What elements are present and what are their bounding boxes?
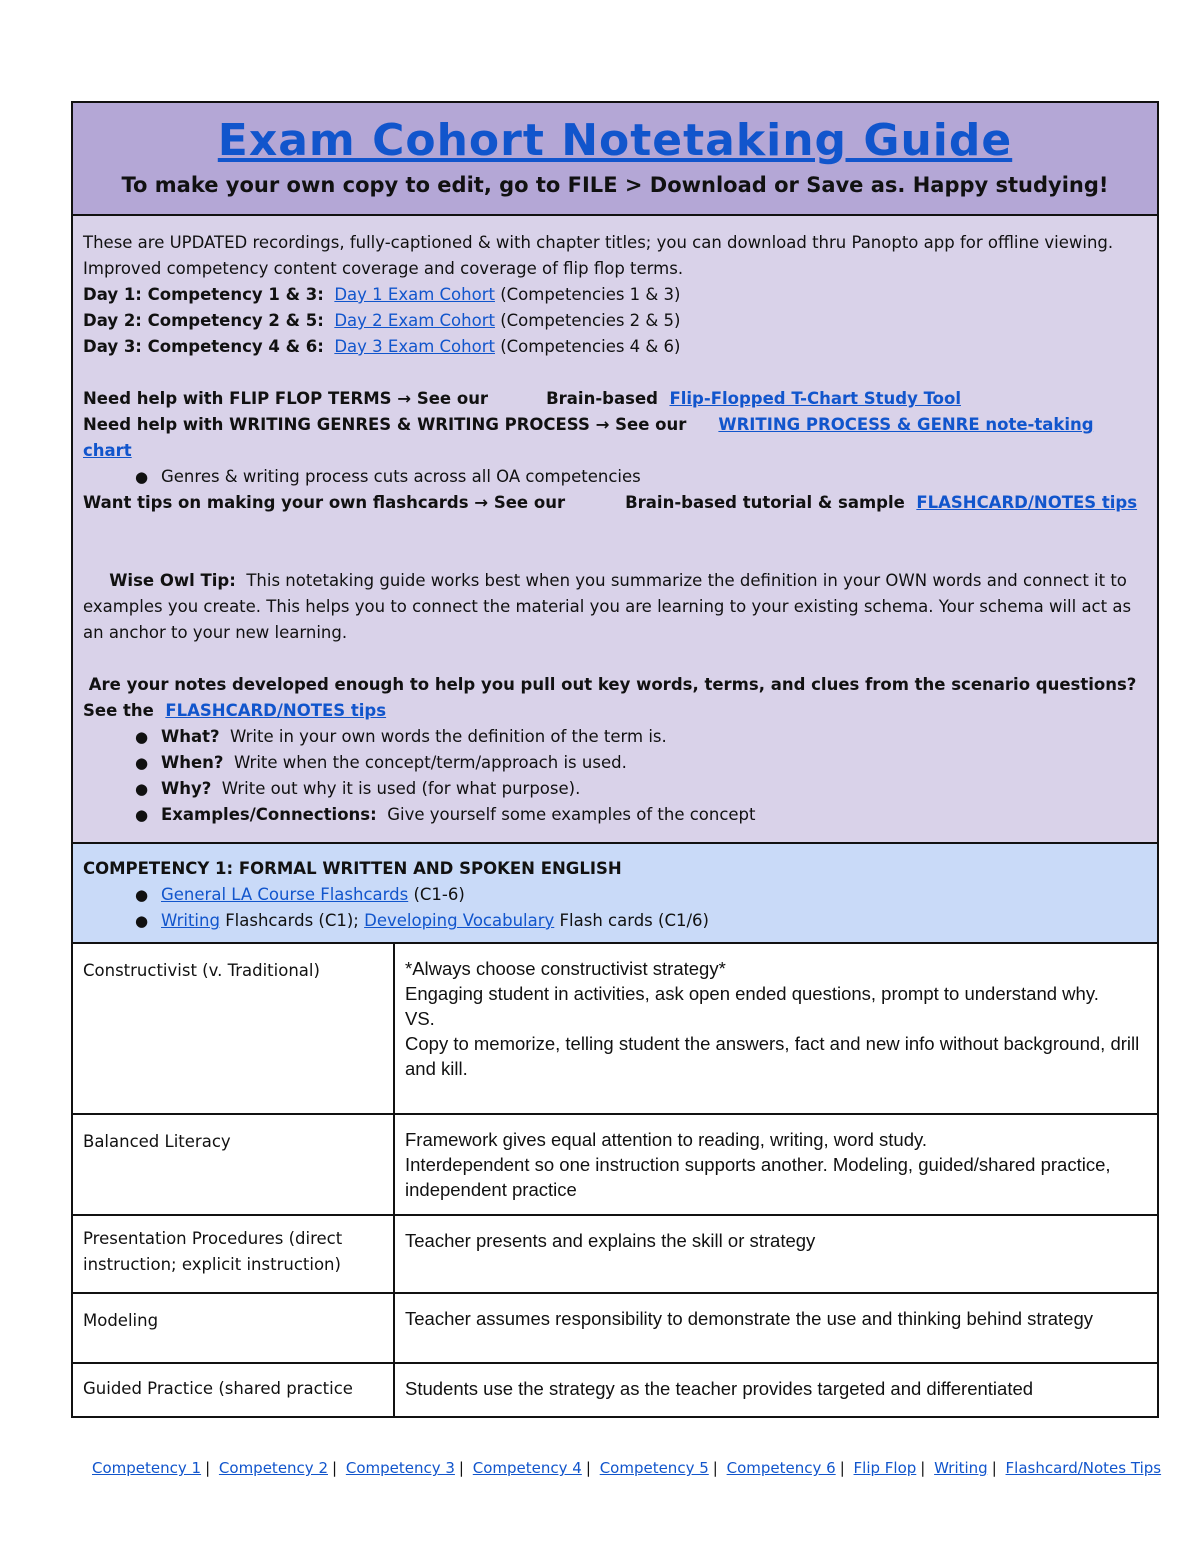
day-3-label: Day 3: Competency 4 & 6: — [83, 337, 324, 356]
intro-cell — [72, 215, 1158, 843]
footer-link-competency-5[interactable]: Competency 5 — [599, 1459, 709, 1477]
wise-owl-label: Wise Owl Tip: — [109, 571, 236, 590]
day-3-line — [83, 334, 1145, 360]
page-subtitle: To make your own copy to edit, go to FILE > Download or Save as. Happy studying! — [121, 173, 1109, 197]
flashcard-tips-link[interactable]: FLASHCARD/NOTES tips — [916, 493, 1138, 512]
general-la-flashcards-link[interactable]: General LA Course Flashcards — [161, 885, 409, 904]
footer-link-flashcard-tips[interactable]: Flashcard/Notes Tips — [1005, 1459, 1162, 1477]
definition-line: Framework gives equal attention to reading, writing, word study. — [405, 1129, 928, 1150]
definition-line: Engaging student in activities, ask open ended questions, prompt to understand why. — [405, 983, 1099, 1004]
list-item — [135, 802, 1145, 828]
wise-owl-text: This notetaking guide works best when you summarize the definition in your OWN words and connect it to examples you create. This helps you to connect the material you are learning to your existing schema. Your schema will act as an anchor to your new learning. — [83, 571, 1132, 642]
definition-line: Copy to memorize, telling student the answers, fact and new info without background, drill and kill. — [405, 1033, 1140, 1079]
footer-link-competency-4[interactable]: Competency 4 — [472, 1459, 582, 1477]
definition-line: VS. — [405, 1008, 435, 1029]
term-cell: Guided Practice (shared practice — [72, 1363, 394, 1417]
writing-bullets — [83, 464, 1145, 490]
footer-link-flip-flop[interactable]: Flip Flop — [853, 1459, 917, 1477]
day-2-label: Day 2: Competency 2 & 5: — [83, 311, 324, 330]
term-cell: Presentation Procedures (direct instruction; explicit instruction) — [72, 1215, 394, 1293]
competency-1-header-cell — [72, 843, 1158, 943]
definition-cell — [394, 1215, 1158, 1293]
term-cell: Modeling — [72, 1293, 394, 1363]
day-3-link[interactable]: Day 3 Exam Cohort — [334, 337, 495, 356]
checklist-label: When? — [161, 753, 224, 772]
flashcard-help-line — [83, 490, 1145, 516]
flashcard-help-mid: Brain-based tutorial & sample — [625, 493, 905, 512]
table-row — [72, 943, 1158, 1114]
checklist-text: Give yourself some examples of the concept — [387, 805, 756, 824]
checklist-label: What? — [161, 727, 220, 746]
list-item — [135, 908, 1147, 934]
writing-help-line — [83, 412, 1145, 464]
writing-flashcards-mid: Flashcards (C1); — [225, 911, 359, 930]
notes-checklist — [83, 724, 1145, 828]
definition-line: Teacher assumes responsibility to demonstrate the use and thinking behind strategy — [405, 1308, 1093, 1329]
flip-flop-help-text: Need help with FLIP FLOP TERMS → See our — [83, 389, 489, 408]
list-item — [135, 750, 1145, 776]
footer-link-competency-2[interactable]: Competency 2 — [218, 1459, 328, 1477]
table-row — [72, 1363, 1158, 1417]
checklist-label: Why? — [161, 779, 212, 798]
day-2-suffix: (Competencies 2 & 5) — [500, 311, 681, 330]
definition-cell — [394, 943, 1158, 1114]
table-row — [72, 1215, 1158, 1293]
day-2-link[interactable]: Day 2 Exam Cohort — [334, 311, 495, 330]
footer-nav: Competency 1 | Competency 2 | Competency 3 | Competency 4 | Competency 5 | Competency 6 | Flip Flop | Writing | Flashcard/Notes Tips — [92, 1459, 1162, 1477]
footer-link-competency-3[interactable]: Competency 3 — [345, 1459, 455, 1477]
day-1-suffix: (Competencies 1 & 3) — [500, 285, 681, 304]
day-1-link[interactable]: Day 1 Exam Cohort — [334, 285, 495, 304]
page-title-link[interactable]: Exam Cohort Notetaking Guide — [217, 115, 1013, 166]
definition-line: *Always choose constructivist strategy* — [405, 958, 726, 979]
definition-line: Students use the strategy as the teacher provides targeted and differentiated — [405, 1378, 1034, 1399]
list-item — [135, 724, 1145, 750]
notetaking-guide-page — [71, 101, 1157, 1418]
list-item: ● Genres & writing process cuts across all OA competencies — [135, 464, 1145, 490]
term-cell: Balanced Literacy — [72, 1114, 394, 1215]
writing-process-chart-link[interactable]: WRITING PROCESS & GENRE note-taking chart — [83, 415, 1094, 460]
vocabulary-suffix: Flash cards (C1/6) — [559, 911, 709, 930]
competency-1-heading: COMPETENCY 1: FORMAL WRITTEN AND SPOKEN ENGLISH — [83, 859, 622, 878]
developing-vocabulary-link[interactable]: Developing Vocabulary — [364, 911, 555, 930]
wise-owl-tip — [83, 568, 1145, 646]
notes-question-text: Are your notes developed enough to help you pull out key words, terms, and clues from the scenario questions? See the — [83, 675, 1137, 720]
table-row — [72, 1114, 1158, 1215]
writing-help-text: Need help with WRITING GENRES & WRITING PROCESS → See our — [83, 415, 687, 434]
definition-cell — [394, 1363, 1158, 1417]
checklist-text: Write in your own words the definition of the term is. — [230, 727, 667, 746]
flip-flop-help-line — [83, 386, 1145, 412]
writing-flashcards-link[interactable]: Writing — [161, 911, 220, 930]
definition-cell — [394, 1114, 1158, 1215]
footer-link-competency-1[interactable]: Competency 1 — [92, 1459, 202, 1477]
header-cell — [72, 102, 1158, 215]
day-1-label: Day 1: Competency 1 & 3: — [83, 285, 324, 304]
day-3-suffix: (Competencies 4 & 6) — [500, 337, 681, 356]
recordings-note: These are UPDATED recordings, fully-captioned & with chapter titles; you can download thru Panopto app for offline viewing. Improved competency content coverage and coverage of flip flop terms. — [83, 233, 1114, 278]
definition-line: Interdependent so one instruction supports another. Modeling, guided/shared practice, independent practice — [405, 1154, 1111, 1200]
competency-1-resources — [83, 882, 1147, 934]
guide-table — [71, 101, 1159, 1418]
flip-flop-tchart-link[interactable]: Flip-Flopped T-Chart Study Tool — [669, 389, 961, 408]
list-item — [135, 776, 1145, 802]
checklist-text: Write out why it is used (for what purpose). — [221, 779, 581, 798]
checklist-text: Write when the concept/term/approach is used. — [233, 753, 627, 772]
flip-flop-help-mid: Brain-based — [546, 389, 658, 408]
table-row — [72, 1293, 1158, 1363]
definition-line: Teacher presents and explains the skill or strategy — [405, 1230, 816, 1251]
day-1-line — [83, 282, 1145, 308]
notes-question — [83, 672, 1145, 724]
day-2-line — [83, 308, 1145, 334]
flashcard-help-text: Want tips on making your own flashcards → See our — [83, 493, 566, 512]
definition-cell — [394, 1293, 1158, 1363]
general-la-suffix: (C1-6) — [413, 885, 465, 904]
checklist-label: Examples/Connections: — [161, 805, 377, 824]
term-cell: Constructivist (v. Traditional) — [72, 943, 394, 1114]
footer-link-writing[interactable]: Writing — [934, 1459, 988, 1477]
notes-question-tips-link[interactable]: FLASHCARD/NOTES tips — [165, 701, 387, 720]
footer-link-competency-6[interactable]: Competency 6 — [726, 1459, 836, 1477]
list-item — [135, 882, 1147, 908]
